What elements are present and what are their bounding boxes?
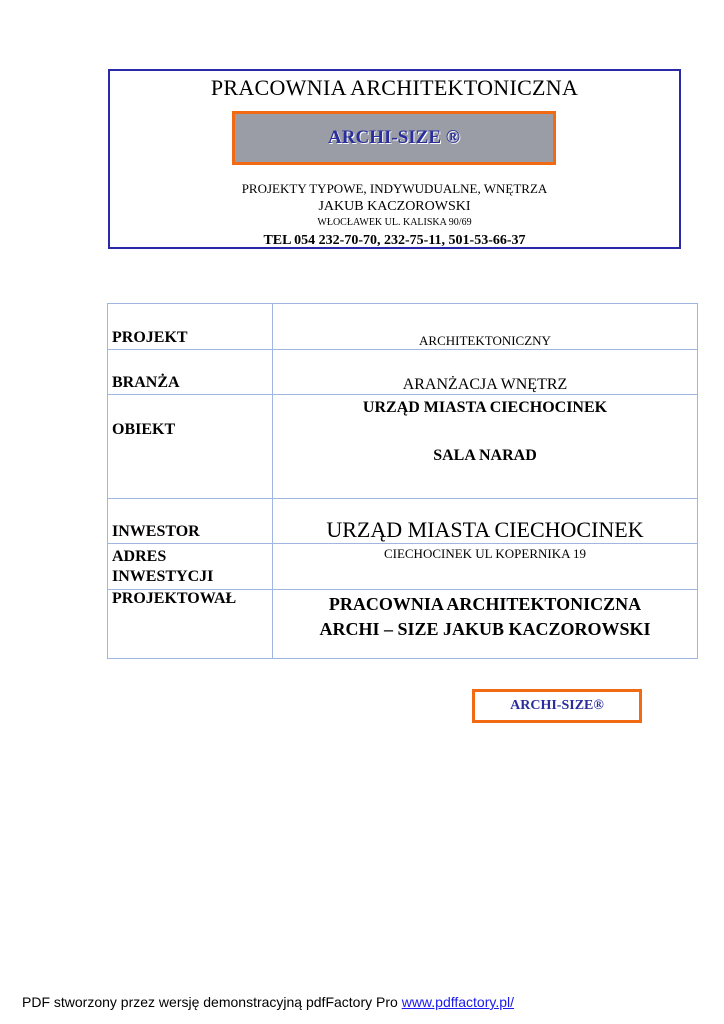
label-branza: BRANŻA xyxy=(108,350,273,395)
designer-studio: PRACOWNIA ARCHITEKTONICZNA xyxy=(328,594,642,614)
table-row-obiekt xyxy=(108,395,698,499)
studio-address: WŁOCŁAWEK UL. KALISKA 90/69 xyxy=(317,217,472,228)
footer-text: PDF stworzony przez wersję demonstracyjną pdfFactory Pro xyxy=(22,994,402,1010)
studio-header-box xyxy=(108,69,681,249)
value-obiekt xyxy=(273,395,698,499)
label-adres-line-1: ADRES xyxy=(112,548,167,565)
value-branza: ARANŻACJA WNĘTRZ xyxy=(273,350,698,395)
value-project: ARCHITEKTONICZNY xyxy=(273,304,698,350)
table-row-inwestor xyxy=(108,499,698,544)
archi-size-stamp xyxy=(472,689,642,723)
owner-name: JAKUB KACZOROWSKI xyxy=(318,199,471,214)
label-adres xyxy=(108,544,273,590)
value-adres: CIECHOCINEK UL KOPERNIKA 19 xyxy=(273,544,698,590)
designer-name: ARCHI – SIZE JAKUB KACZOROWSKI xyxy=(319,619,651,639)
value-projektowal xyxy=(273,590,698,659)
label-inwestor: INWESTOR xyxy=(108,499,273,544)
object-room: SALA NARAD xyxy=(433,447,537,464)
brand-name: ARCHI-SIZE ® xyxy=(328,127,460,148)
label-adres-line-2: INWESTYCJI xyxy=(112,568,214,585)
services-line: PROJEKTY TYPOWE, INDYWUDUALNE, WNĘTRZA xyxy=(241,181,548,196)
object-name: URZĄD MIASTA CIECHOCINEK xyxy=(362,399,608,416)
project-info-table xyxy=(107,303,698,659)
label-project: PROJEKT xyxy=(108,304,273,350)
value-inwestor: URZĄD MIASTA CIECHOCINEK xyxy=(273,499,698,544)
label-projektowal: PROJEKTOWAŁ xyxy=(108,590,273,659)
label-obiekt: OBIEKT xyxy=(108,395,273,499)
stamp-text: ARCHI-SIZE® xyxy=(510,698,604,713)
table-row-projektowal xyxy=(108,590,698,659)
brand-banner xyxy=(232,111,556,165)
studio-title: PRACOWNIA ARCHITEKTONICZNA xyxy=(210,75,579,100)
table-row-branza xyxy=(108,350,698,395)
footer-link[interactable]: www.pdffactory.pl/ xyxy=(401,994,515,1010)
pdf-footer xyxy=(22,994,514,1010)
table-row-adres xyxy=(108,544,698,590)
phone-numbers: TEL 054 232-70-70, 232-75-11, 501-53-66-37 xyxy=(263,233,526,248)
table-row-project xyxy=(108,304,698,350)
